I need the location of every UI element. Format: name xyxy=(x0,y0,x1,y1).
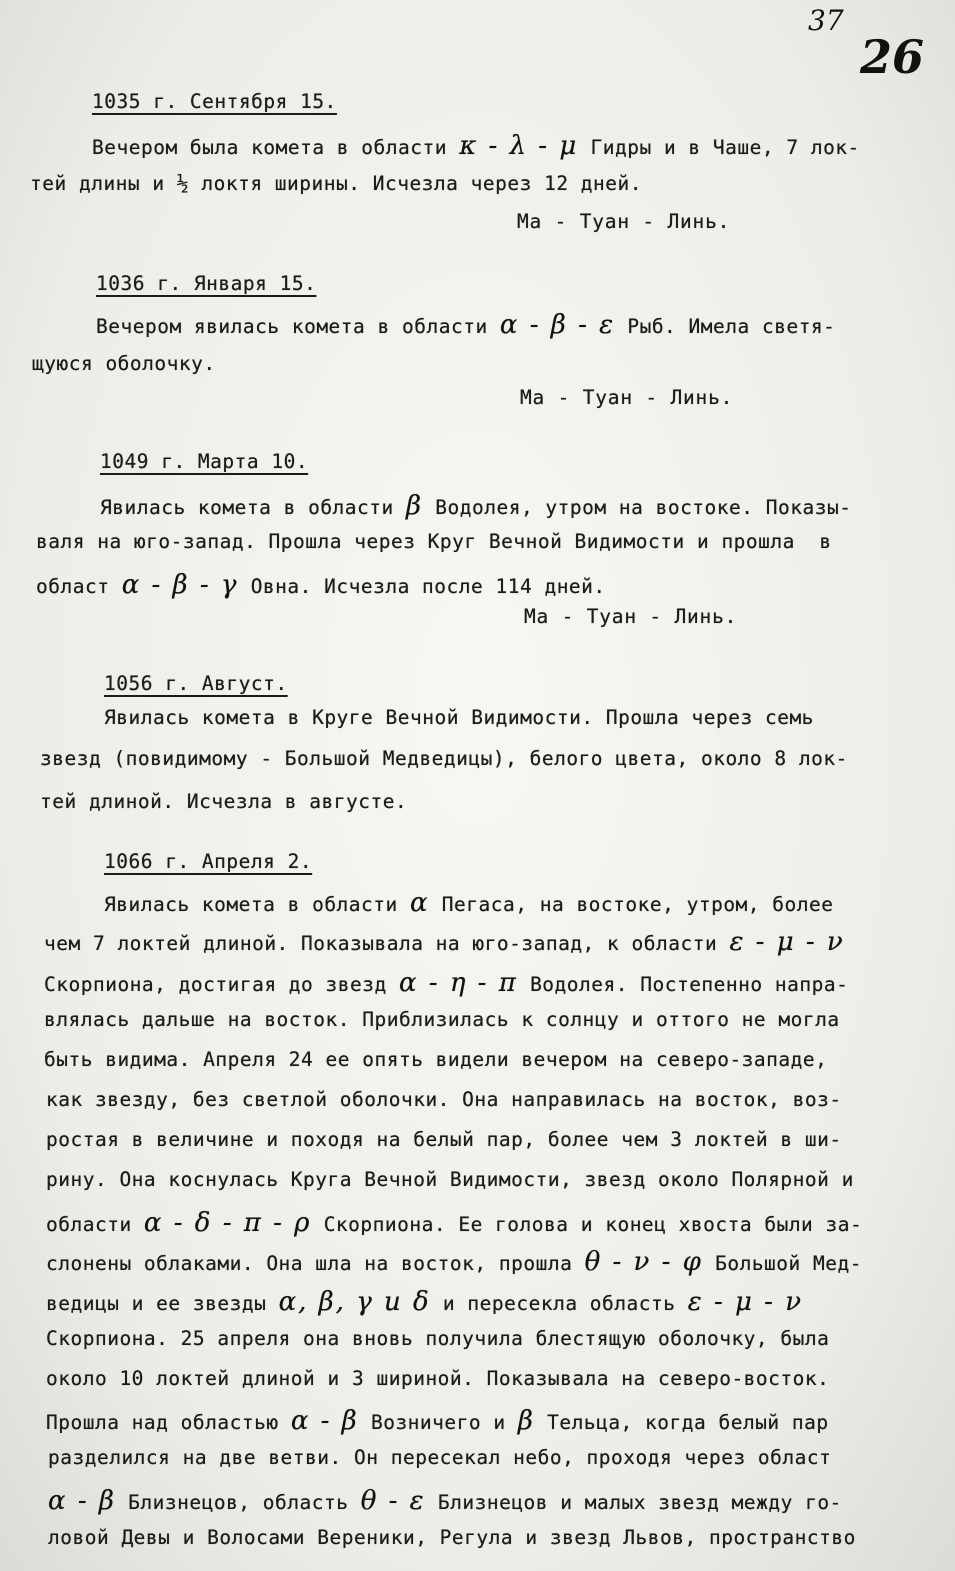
body-line: ловой Девы и Волосами Вереники, Регула и звезд Львов, пространство xyxy=(48,1526,856,1549)
greek-letters: α xyxy=(410,888,430,918)
body-line: α - β Близнецов, область θ - ε Близнецов и малых звезд между го- xyxy=(48,1486,842,1516)
body-line: рину. Она коснулась Круга Вечной Видимости, звезд около Полярной и xyxy=(46,1168,854,1191)
greek-letters: α - β - ε xyxy=(499,310,616,340)
body-line: влялась дальше на восток. Приблизилась к солнцу и оттого не могла xyxy=(44,1008,840,1031)
entry-heading: 1049 г. Марта 10. xyxy=(100,450,309,473)
greek-letters: β xyxy=(517,1406,535,1436)
body-line: как звезду, без светлой оболочки. Она направилась на восток, воз- xyxy=(46,1088,842,1111)
entry-heading: 1035 г. Сентября 15. xyxy=(92,90,337,113)
body-line: ведицы и ее звезды α, β, γ и δ и пересекла область ε - μ - ν xyxy=(46,1287,804,1317)
body-line: Скорпиона. 25 апреля она вновь получила блестящую оболочку, была xyxy=(46,1327,830,1350)
entry-heading: 1056 г. Август. xyxy=(104,672,288,695)
body-line: слонены облаками. Она шла на восток, прошла θ - ν - φ Большой Мед- xyxy=(46,1247,862,1277)
greek-letters: θ - ν - φ xyxy=(584,1247,703,1277)
body-line: Скорпиона, достигая до звезд α - η - π Водолея. Постепенно напра- xyxy=(44,968,849,998)
body-line: тей длиной. Исчезла в августе. xyxy=(40,790,408,813)
body-line: Явилась комета в Круге Вечной Видимости. Прошла через семь xyxy=(104,706,814,729)
greek-letters: α - β - γ xyxy=(121,570,239,600)
greek-letters: α - β xyxy=(290,1406,359,1436)
greek-letters: α - η - π xyxy=(398,968,518,998)
source-attribution: Ма - Туан - Линь. xyxy=(520,386,734,409)
source-attribution: Ма - Туан - Линь. xyxy=(524,605,738,628)
body-line: около 10 локтей длиной и 3 шириной. Показывала на северо-восток. xyxy=(46,1367,830,1390)
body-line: тей длины и ½ локтя ширины. Исчезла через 12 дней. xyxy=(30,172,642,195)
entry-heading: 1036 г. Января 15. xyxy=(96,272,317,295)
body-line: чем 7 локтей длиной. Показывала на юго-запад, к области ε - μ - ν xyxy=(44,927,845,957)
body-line: Прошла над областью α - β Возничего и β Тельца, когда белый пар xyxy=(46,1406,829,1436)
archive-page-number: 37 xyxy=(808,4,844,37)
body-line: Явилась комета в области β Водолея, утром на востоке. Показы- xyxy=(100,491,852,521)
source-attribution: Ма - Туан - Линь. xyxy=(517,210,731,233)
body-line: област α - β - γ Овна. Исчезла после 114 дней. xyxy=(36,570,606,600)
greek-letters: ε - μ - ν xyxy=(687,1287,804,1317)
body-line: быть видима. Апреля 24 ее опять видели вечером на северо-западе, xyxy=(44,1048,828,1071)
greek-letters: α, β, γ и δ xyxy=(278,1287,431,1317)
body-line: ростая в величине и походя на белый пар, более чем 3 локтей в ши- xyxy=(46,1128,842,1151)
body-line: разделился на две ветви. Он пересекал небо, проходя через област xyxy=(48,1446,832,1469)
body-line: области α - δ - π - ρ Скорпиона. Ее голова и конец хвоста были за- xyxy=(46,1208,863,1238)
entry-heading: 1066 г. Апреля 2. xyxy=(104,850,313,873)
greek-letters: κ - λ - μ xyxy=(459,131,579,161)
greek-letters: ε - μ - ν xyxy=(729,927,845,957)
greek-letters: β xyxy=(406,491,424,521)
body-line: Вечером была комета в области κ - λ - μ Гидры и в Чаше, 7 лок- xyxy=(92,131,860,161)
greek-letters: θ - ε xyxy=(360,1486,426,1516)
greek-letters: α - β xyxy=(48,1486,116,1516)
body-line: Вечером явилась комета в области α - β - ε Рыб. Имела светя- xyxy=(96,310,836,340)
body-line: звезд (повидимому - Большой Медведицы), белого цвета, около 8 лок- xyxy=(40,747,848,770)
body-line: Явилась комета в области α Пегаса, на востоке, утром, более xyxy=(104,888,834,918)
body-line: щуюся оболочку. xyxy=(32,352,216,375)
greek-letters: α - δ - π - ρ xyxy=(143,1208,312,1238)
body-line: валя на юго-запад. Прошла через Круг Вечной Видимости и прошла в xyxy=(36,530,832,553)
folio-number: 26 xyxy=(860,30,925,84)
